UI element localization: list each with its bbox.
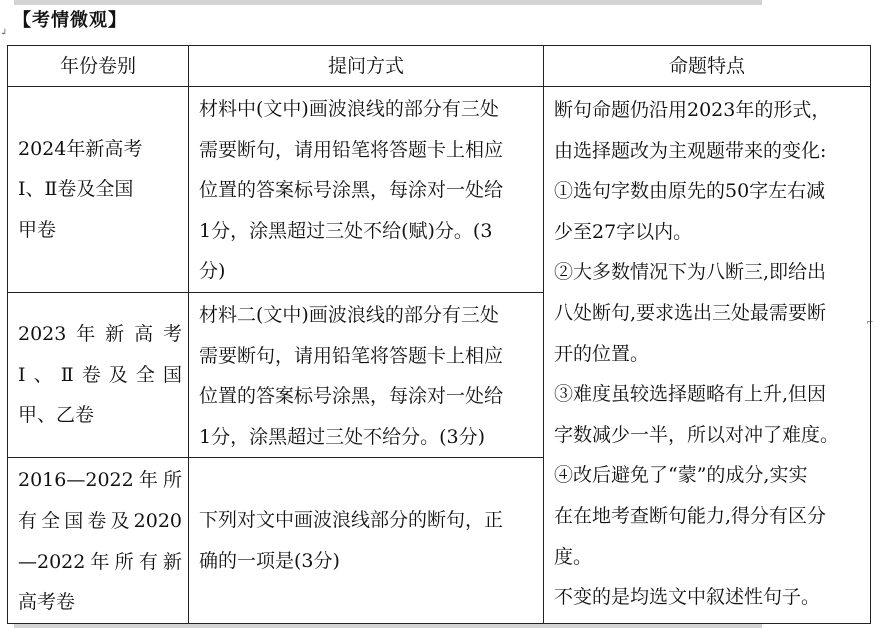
question-cell	[189, 87, 544, 293]
feature-line: 在在地考查断句能力,得分有区分	[554, 504, 827, 527]
question-line: 位置的答案标号涂黑，每涂对一处给	[199, 179, 504, 202]
feature-line: 字数减少一半，所以对冲了难度。	[554, 423, 840, 446]
question-line: 1分，涂黑超过三处不给分。(3分)	[199, 425, 486, 448]
year-line: 2023年新高考	[18, 323, 182, 346]
year-line: —2022年所有新	[18, 550, 182, 573]
question-line: 分)	[199, 260, 226, 283]
header-question: 提问方式	[189, 46, 544, 87]
year-line: 2024年新高考	[18, 137, 143, 160]
feature-line: ④改后避免了“蒙”的成分,实实	[554, 464, 808, 487]
header-features: 命题特点	[544, 46, 871, 87]
question-line: 位置的答案标号涂黑，每涂对一处给	[199, 385, 504, 408]
year-line: 2016—2022年所	[18, 469, 182, 492]
feature-line: 度。	[554, 545, 593, 568]
question-cell	[189, 293, 544, 458]
question-line: 确的一项是(3分)	[199, 549, 340, 572]
feature-line: 开的位置。	[554, 342, 650, 365]
year-cell	[8, 87, 189, 293]
year-line: Ⅰ、Ⅱ卷及全国	[18, 363, 182, 386]
section-heading: 【考情微观】	[13, 10, 127, 31]
feature-line: ①选句字数由原先的50字左右减	[554, 180, 826, 203]
year-line: 高考卷	[18, 591, 76, 614]
feature-line: 由选择题改为主观题带来的变化:	[554, 139, 827, 162]
year-line: Ⅰ、Ⅱ卷及全国	[18, 178, 134, 201]
top-divider	[14, 0, 762, 5]
question-line: 材料中(文中)画波浪线的部分有三处	[199, 98, 499, 120]
feature-line: ③难度虽较选择题略有上升,但因	[554, 383, 827, 406]
bottom-divider	[14, 624, 762, 628]
table-row	[8, 87, 871, 293]
question-line: 下列对文中画波浪线部分的断句，正	[199, 509, 504, 532]
feature-line: 不变的是均选文中叙述性句子。	[554, 586, 821, 609]
year-cell	[8, 293, 189, 458]
question-line: 需要断句，请用铅笔将答题卡上相应	[199, 138, 504, 161]
exam-analysis-table	[7, 45, 871, 624]
header-year: 年份卷别	[8, 46, 189, 87]
year-cell	[8, 458, 189, 624]
feature-line: 八处断句,要求选出三处最需要断	[554, 301, 827, 324]
feature-line: 少至27字以内。	[554, 220, 693, 243]
year-line: 甲、乙卷	[18, 404, 95, 427]
year-line: 甲卷	[18, 218, 57, 241]
features-cell	[544, 87, 871, 624]
resize-handle[interactable]: ⌐	[866, 318, 874, 328]
feature-line: 断句命题仍沿用2023年的形式，	[554, 99, 831, 121]
year-line: 有全国卷及2020	[18, 509, 182, 532]
question-cell	[189, 458, 544, 624]
question-line: 材料二(文中)画波浪线的部分有三处	[199, 304, 499, 326]
table-header-row	[8, 46, 871, 87]
anchor-marker: ↲	[0, 28, 8, 38]
feature-line: ②大多数情况下为八断三,即给出	[554, 261, 827, 284]
question-line: 需要断句，请用铅笔将答题卡上相应	[199, 344, 504, 367]
question-line: 1分，涂黑超过三处不给(赋)分。(3	[199, 219, 493, 242]
